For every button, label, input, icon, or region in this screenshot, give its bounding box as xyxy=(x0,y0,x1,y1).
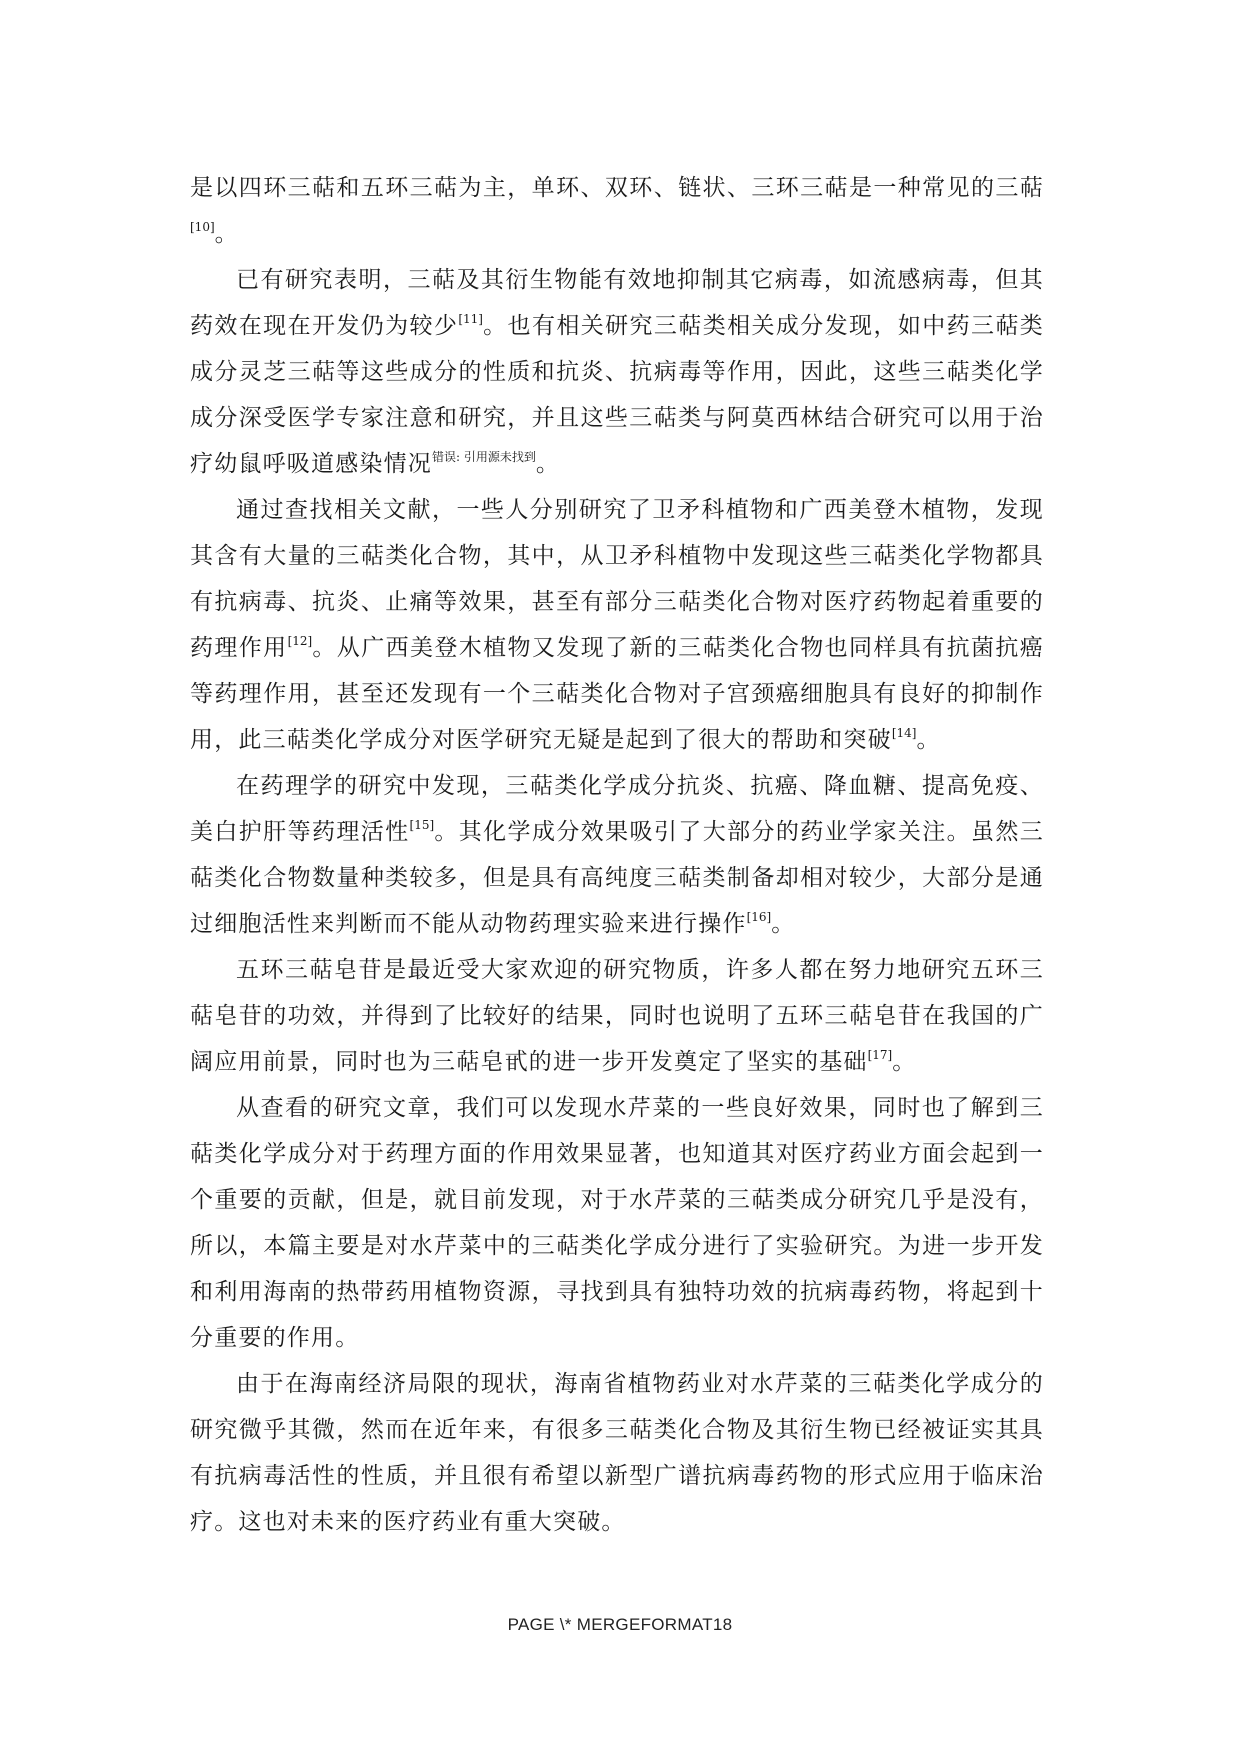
text-run: 。从广西美登木植物又发现了新的三萜类化合物也同样具有抗菌抗癌等药理作用，甚至还发现有一个三萜类化合物对子宫颈癌细胞具有良好的抑制作用，此三萜类化学成分对医学研究无疑是起到了很大的帮助和突破 xyxy=(190,635,1044,753)
citation-ref: [12] xyxy=(287,634,313,648)
citation-ref: [16] xyxy=(746,910,772,924)
citation-error: 错误: 引用源未找到 xyxy=(432,450,536,464)
text-run: 。 xyxy=(771,911,796,937)
text-run: 是以四环三萜和五环三萜为主，单环、双环、链状、三环三萜是一种常见的三萜 xyxy=(190,175,1044,201)
text-run: 。 xyxy=(535,451,561,477)
page-footer: PAGE \* MERGEFORMAT18 xyxy=(507,1615,733,1634)
text-run: 从查看的研究文章，我们可以发现水芹菜的一些良好效果，同时也了解到三萜类化学成分对于药理方面的作用效果显著，也知道其对医疗药业方面会起到一个重要的贡献，但是，就目前发现，对于水芹菜的三萜类成分研究几乎是没有，所以，本篇主要是对水芹菜中的三萜类化学成分进行了实验研究。为进一步开发和利用海南的热带药用植物资源，寻找到具有独特功效的抗病毒药物，将起到十分重要的作用。 xyxy=(190,1095,1044,1351)
citation-ref: [15] xyxy=(409,818,435,832)
paragraph-4 xyxy=(190,763,1044,947)
text-run: 。 xyxy=(214,221,239,247)
citation-ref: [17] xyxy=(867,1048,893,1062)
text-run: 通过查找相关文献，一些人分别研究了卫矛科植物和广西美登木植物，发现其含有大量的三萜类化合物，其中，从卫矛科植物中发现这些三萜类化学物都具有抗病毒、抗炎、止痛等效果，甚至有部分三萜类化合物对医疗药物起着重要的药理作用 xyxy=(190,497,1044,661)
paragraph-5 xyxy=(190,947,1044,1085)
text-run: 。 xyxy=(916,727,941,753)
text-run: 已有研究表明，三萜及其衍生物能有效地抑制其它病毒，如流感病毒，但其药效在现在开发仍为较少 xyxy=(190,267,1044,339)
text-run: 在药理学的研究中发现，三萜类化学成分抗炎、抗癌、降血糖、提高免疫、美白护肝等药理活性 xyxy=(190,773,1044,845)
text-run: 由于在海南经济局限的现状，海南省植物药业对水芹菜的三萜类化学成分的研究微乎其微，然而在近年来，有很多三萜类化合物及其衍生物已经被证实其具有抗病毒活性的性质，并且很有希望以新型广谱抗病毒药物的形式应用于临床治疗。这也对未来的医疗药业有重大突破。 xyxy=(190,1371,1044,1535)
paragraph-2 xyxy=(190,257,1044,487)
text-run: 。也有相关研究三萜类相关成分发现，如中药三萜类成分灵芝三萜等这些成分的性质和抗炎、抗病毒等作用，因此，这些三萜类化学成分深受医学专家注意和研究，并且这些三萜类与阿莫西林结合研究可以用于治疗幼鼠呼吸道感染情况 xyxy=(190,313,1044,477)
paragraph-1 xyxy=(190,165,1044,257)
citation-ref: [10] xyxy=(190,220,215,234)
text-run: 。其化学成分效果吸引了大部分的药业学家关注。虽然三萜类化合物数量种类较多，但是具有高纯度三萜类制备却相对较少，大部分是通过细胞活性来判断而不能从动物药理实验来进行操作 xyxy=(190,819,1045,937)
paragraph-6 xyxy=(190,1085,1044,1361)
text-run: 。 xyxy=(892,1049,917,1075)
paragraph-7 xyxy=(190,1361,1044,1545)
citation-ref: [11] xyxy=(458,312,483,326)
document-body xyxy=(190,165,1044,1545)
paragraph-3 xyxy=(190,487,1044,763)
text-run: 五环三萜皂苷是最近受大家欢迎的研究物质，许多人都在努力地研究五环三萜皂苷的功效，并得到了比较好的结果，同时也说明了五环三萜皂苷在我国的广阔应用前景，同时也为三萜皂甙的进一步开发奠定了坚实的基础 xyxy=(190,957,1044,1075)
citation-ref: [14] xyxy=(891,726,917,740)
